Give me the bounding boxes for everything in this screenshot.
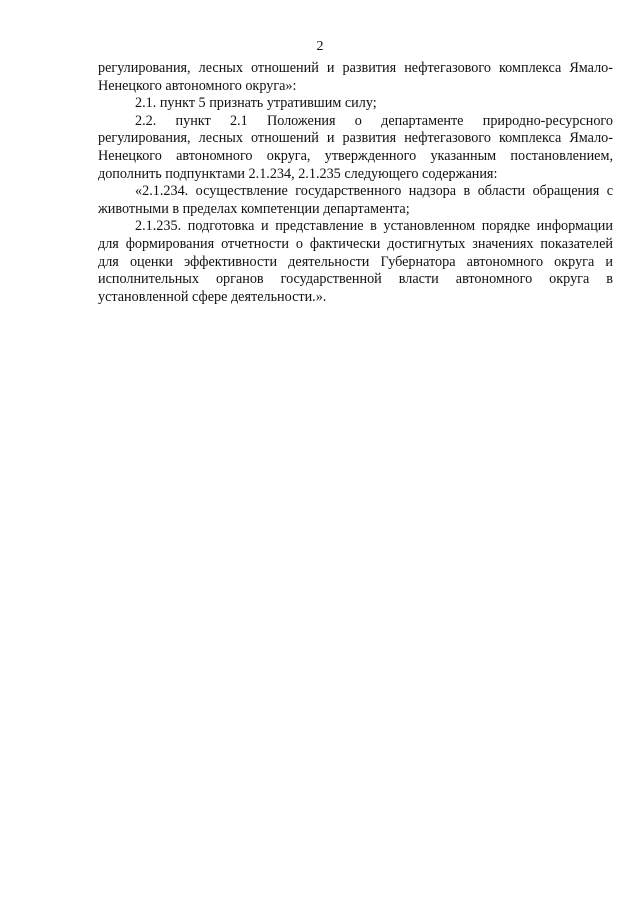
- page-number: 2: [316, 39, 324, 54]
- paragraph-continuation: регулирования, лесных отношений и развития нефтегазового комплекса Ямало-Ненецкого автономного округа»:: [98, 60, 613, 94]
- document-body: [98, 60, 613, 306]
- paragraph-subitem-2-1-235: 2.1.235. подготовка и представление в установленном порядке информации для формирования отчетности о фактически достигнутых значениях показателей для оценки эффективности деятельности Губернатора автономного округа и исполнительных органов государственной власти автономного округа в установленной сфере деятельности.».: [98, 218, 613, 305]
- paragraph-subitem-2-1-234: «2.1.234. осуществление государственного надзора в области обращения с животными в пределах компетенции департамента;: [98, 183, 613, 217]
- paragraph-item-2-1: 2.1. пункт 5 признать утратившим силу;: [135, 95, 377, 112]
- paragraph-item-2-2: 2.2. пункт 2.1 Положения о департаменте природно-ресурсного регулирования, лесных отношений и развития нефтегазового комплекса Ямало-Ненецкого автономного округа, утвержденного указанным постановлением, дополнить подпунктами 2.1.234, 2.1.235 следующего содержания:: [98, 112, 613, 182]
